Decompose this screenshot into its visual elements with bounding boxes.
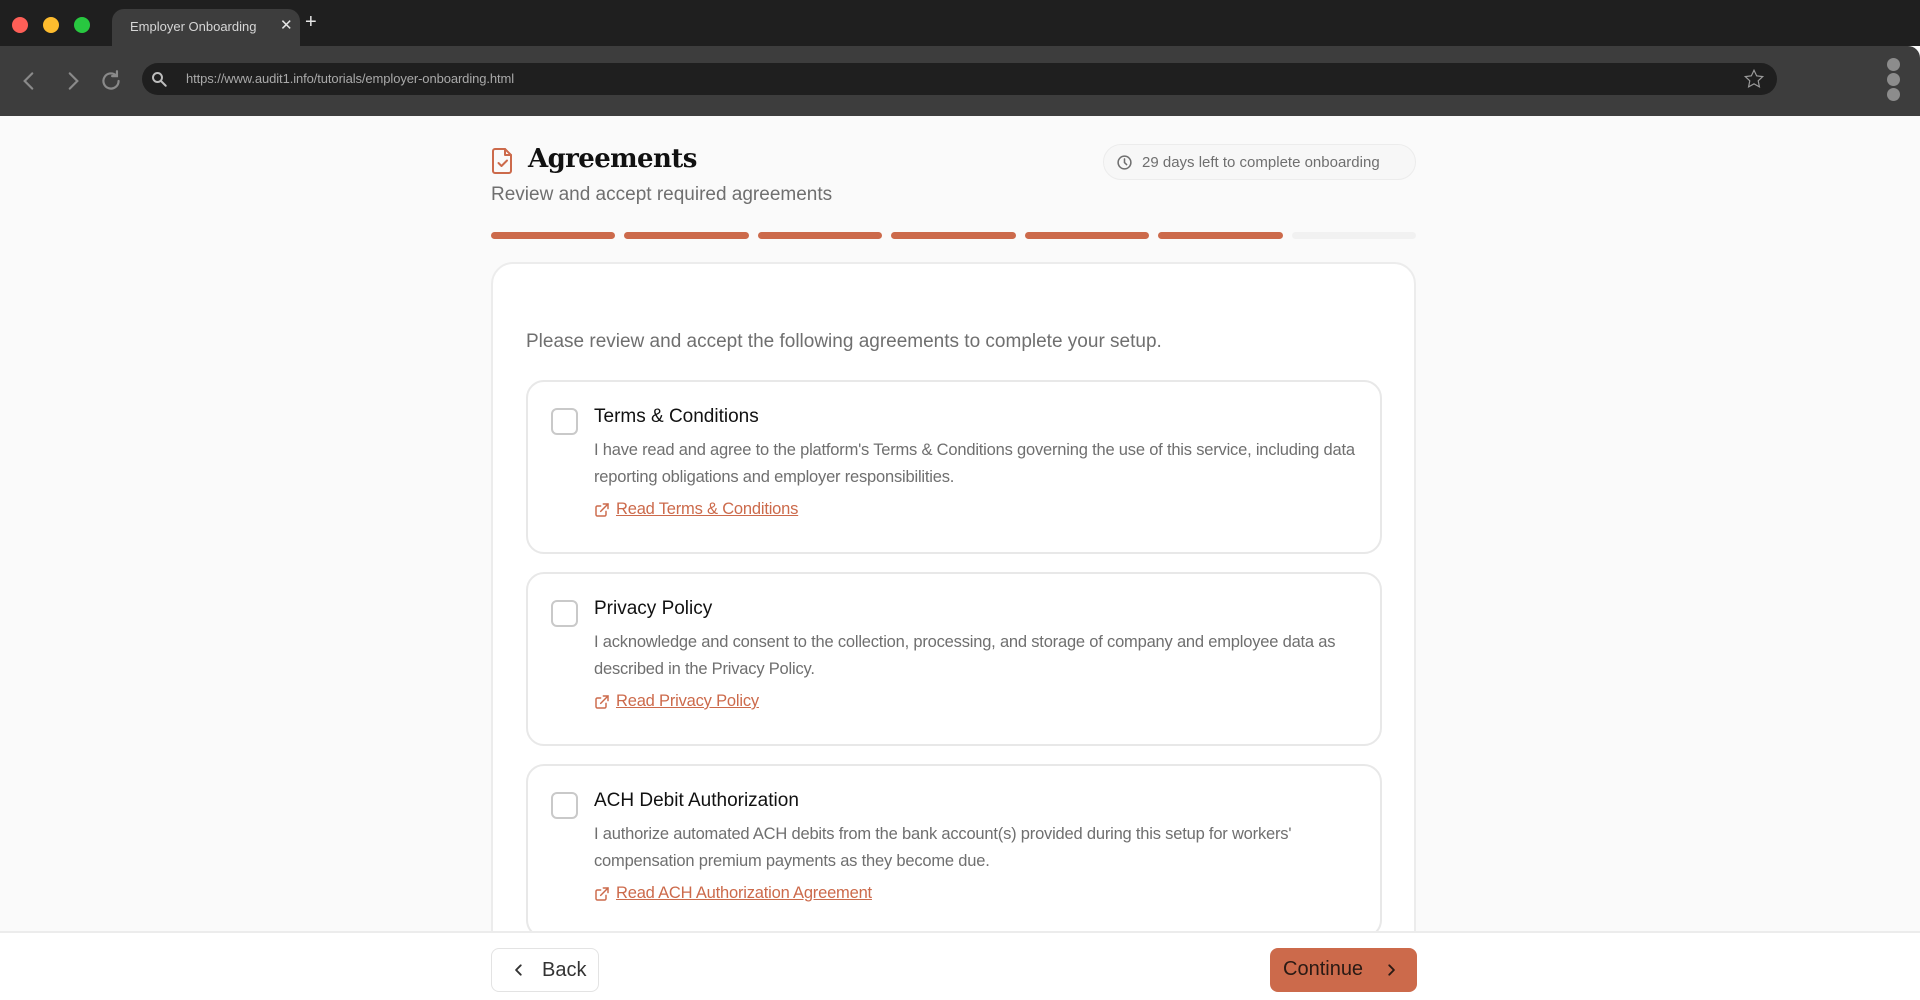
new-tab-button[interactable]: +	[305, 11, 317, 33]
progress-step-3	[758, 232, 882, 239]
privacy-checkbox[interactable]	[551, 600, 578, 627]
read-terms-link[interactable]	[594, 500, 798, 519]
agreement-description: I have read and agree to the platform's Terms & Conditions governing the use of this service, including data reporting obligations and employer responsibilities.	[594, 441, 1355, 486]
read-privacy-link[interactable]	[594, 692, 759, 711]
agreement-terms	[526, 380, 1382, 554]
deadline-text: 29 days left to complete onboarding	[1142, 154, 1380, 171]
link-text[interactable]: Read Privacy Policy	[616, 692, 759, 710]
browser-toolbar	[0, 46, 1920, 116]
intro-text: Please review and accept the following agreements to complete your setup.	[526, 331, 1162, 352]
agreement-title: Privacy Policy	[594, 598, 713, 619]
chevron-left-icon	[512, 963, 526, 977]
url-text[interactable]: https://www.audit1.info/tutorials/employer-onboarding.html	[186, 71, 515, 86]
progress-step-5	[1025, 232, 1149, 239]
progress-step-4	[891, 232, 1015, 239]
back-arrow-icon[interactable]	[16, 68, 42, 94]
agreement-ach	[526, 764, 1382, 931]
agreement-privacy	[526, 572, 1382, 746]
address-bar[interactable]	[142, 63, 1777, 95]
continue-button[interactable]	[1270, 948, 1417, 992]
file-check-icon	[491, 147, 515, 175]
progress-bar	[491, 232, 1416, 239]
browser-tab[interactable]	[112, 9, 300, 46]
link-text[interactable]: Read ACH Authorization Agreement	[616, 884, 872, 902]
reload-icon[interactable]	[98, 68, 124, 94]
footer-bar	[0, 931, 1920, 1000]
ach-checkbox[interactable]	[551, 792, 578, 819]
external-link-icon	[594, 886, 610, 902]
page-subtitle: Review and accept required agreements	[491, 184, 833, 205]
agreement-description: I acknowledge and consent to the collection, processing, and storage of company and employee data as described in the Privacy Policy.	[594, 633, 1336, 678]
bookmark-star-icon[interactable]	[1743, 68, 1765, 90]
continue-label: Continue	[1283, 958, 1364, 980]
terms-checkbox[interactable]	[551, 408, 578, 435]
back-button[interactable]	[491, 948, 599, 992]
chevron-right-icon	[1384, 963, 1398, 977]
forward-arrow-icon[interactable]	[60, 68, 86, 94]
agreement-title: ACH Debit Authorization	[594, 790, 799, 811]
external-link-icon	[594, 502, 610, 518]
window-close-button[interactable]	[12, 17, 28, 33]
clock-icon	[1116, 154, 1133, 171]
agreement-title: Terms & Conditions	[594, 406, 759, 427]
tab-close-icon[interactable]: ✕	[280, 17, 293, 34]
progress-step-2	[624, 232, 748, 239]
search-icon	[150, 70, 168, 88]
page-content	[0, 116, 1920, 931]
progress-step-6	[1158, 232, 1282, 239]
window-maximize-button[interactable]	[74, 17, 90, 33]
window-minimize-button[interactable]	[43, 17, 59, 33]
link-text[interactable]: Read Terms & Conditions	[616, 500, 799, 518]
deadline-badge	[1103, 144, 1416, 180]
back-label: Back	[542, 959, 587, 981]
external-link-icon	[594, 694, 610, 710]
page-title: Agreements	[528, 144, 697, 174]
browser-menu-icon[interactable]	[1887, 58, 1901, 104]
agreement-description: I authorize automated ACH debits from the bank account(s) provided during this setup for workers' compensation premium payments as they become due.	[594, 825, 1292, 870]
progress-step-1	[491, 232, 615, 239]
agreements-card	[491, 262, 1416, 931]
progress-step-7	[1292, 232, 1416, 239]
tab-title: Employer Onboarding	[130, 19, 257, 34]
browser-tab-bar	[0, 0, 1920, 46]
read-ach-link[interactable]	[594, 884, 872, 903]
